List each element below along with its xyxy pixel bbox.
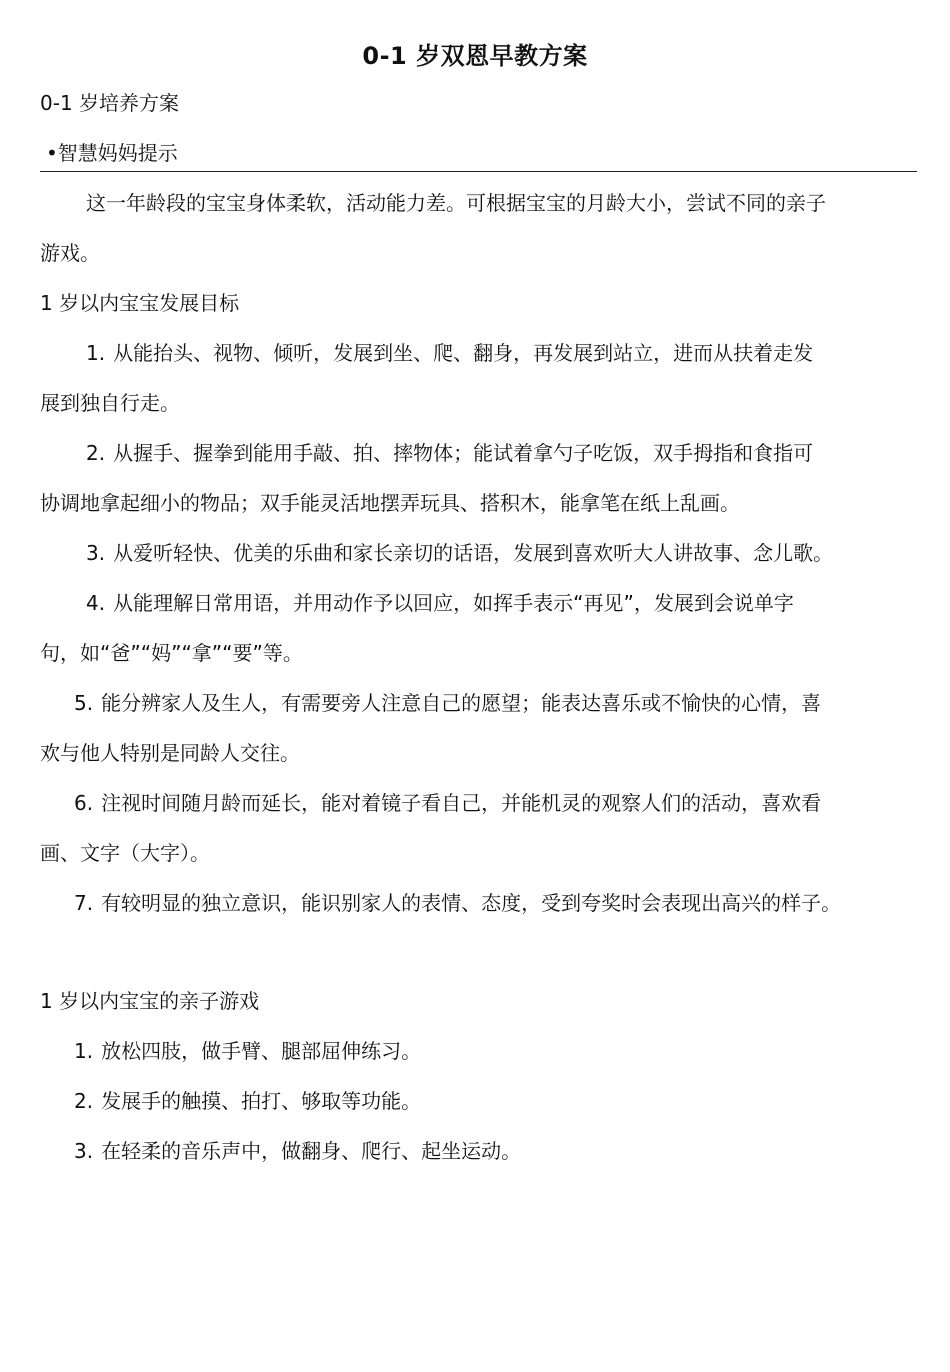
goal-text: 从握手、握拳到能用手敲、拍、摔物体；能试着拿勺子吃饭，双手拇指和食指可: [113, 441, 814, 465]
game-number: 3.: [74, 1139, 94, 1163]
goal-item-4-cont: 句，如“爸”“妈”“拿”“要”等。: [40, 641, 303, 665]
goal-number: 5.: [74, 691, 94, 715]
goal-text: 从能理解日常用语，并用动作予以回应，如挥手表示“再见”，发展到会说单字: [113, 591, 794, 615]
game-number: 2.: [74, 1089, 94, 1113]
goal-item-4: [86, 588, 794, 618]
goal-item-5: [74, 688, 821, 718]
intro-line-1: 这一年龄段的宝宝身体柔软，活动能力差。可根据宝宝的月龄大小，尝试不同的亲子: [86, 191, 826, 215]
goal-text: 注视时间随月龄而延长，能对着镜子看自己，并能机灵的观察人们的活动，喜欢看: [101, 791, 822, 815]
game-text: 放松四肢，做手臂、腿部屈伸练习。: [101, 1039, 422, 1063]
goal-item-2-cont: 协调地拿起细小的物品；双手能灵活地摆弄玩具、搭积木，能拿笔在纸上乱画。: [40, 491, 740, 515]
game-item-1: [74, 1036, 421, 1066]
goal-number: 4.: [86, 591, 106, 615]
tip-heading: •智慧妈妈提示: [46, 141, 178, 165]
goals-heading: 1 岁以内宝宝发展目标: [40, 291, 240, 315]
goal-item-3: [86, 538, 833, 568]
game-number: 1.: [74, 1039, 94, 1063]
goal-item-7: [74, 888, 841, 918]
goal-item-1-cont: 展到独自行走。: [40, 391, 180, 415]
game-item-2: [74, 1086, 421, 1116]
goal-item-2: [86, 438, 813, 468]
goal-number: 6.: [74, 791, 94, 815]
goal-item-6-cont: 画、文字（大字）。: [40, 841, 210, 865]
goal-text: 有较明显的独立意识，能识别家人的表情、态度，受到夸奖时会表现出高兴的样子。: [101, 891, 842, 915]
intro-line-2: 游戏。: [40, 241, 100, 265]
goal-number: 7.: [74, 891, 94, 915]
goal-text: 从爱听轻快、优美的乐曲和家长亲切的话语，发展到喜欢听大人讲故事、念儿歌。: [113, 541, 834, 565]
goal-text: 从能抬头、视物、倾听，发展到坐、爬、翻身，再发展到站立，进而从扶着走发: [113, 341, 814, 365]
game-text: 发展手的触摸、拍打、够取等功能。: [101, 1089, 422, 1113]
game-item-3: [74, 1136, 521, 1166]
goal-item-6: [74, 788, 821, 818]
goal-number: 1.: [86, 341, 106, 365]
subtitle: 0-1 岁培养方案: [40, 91, 180, 115]
divider: [40, 171, 917, 172]
goal-text: 能分辨家人及生人，有需要旁人注意自己的愿望；能表达喜乐或不愉快的心情，喜: [101, 691, 822, 715]
game-text: 在轻柔的音乐声中，做翻身、爬行、起坐运动。: [101, 1139, 522, 1163]
games-heading: 1 岁以内宝宝的亲子游戏: [40, 989, 260, 1013]
goal-number: 3.: [86, 541, 106, 565]
page-title: 0-1 岁双恩早教方案: [362, 42, 588, 70]
goal-number: 2.: [86, 441, 106, 465]
goal-item-5-cont: 欢与他人特别是同龄人交往。: [40, 741, 300, 765]
goal-item-1: [86, 338, 813, 368]
